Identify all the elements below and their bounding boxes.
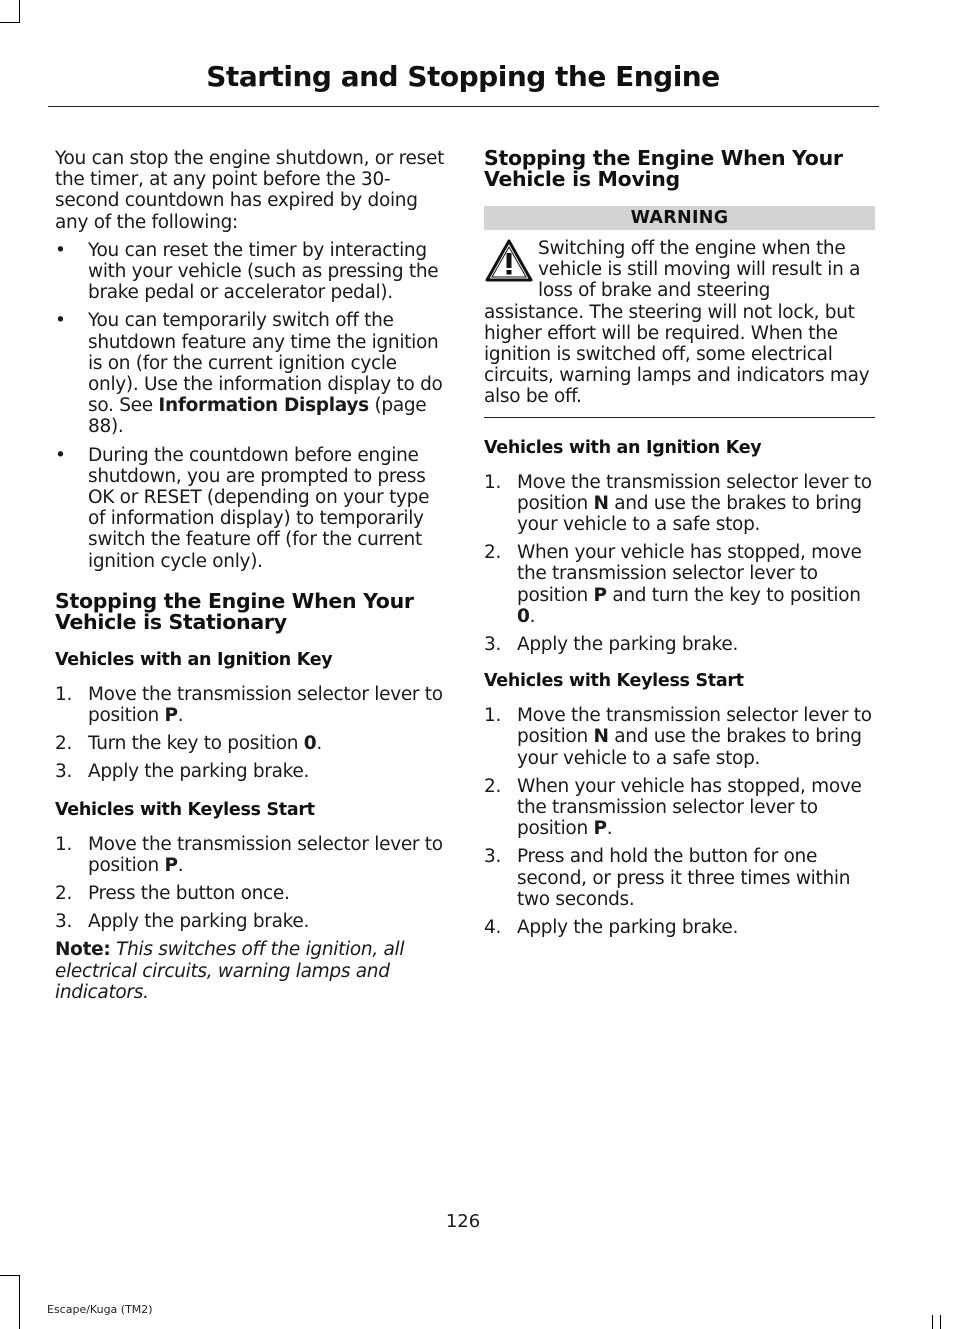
step-text: Press and hold the button for one second, or press it three times within two seconds. bbox=[517, 846, 851, 910]
position-label: P bbox=[164, 854, 178, 876]
bullet-text: You can temporarily switch off the shutdown feature any time the ignition is on (for the current ignition cycle only). Use the information display to do so. See bbox=[88, 310, 443, 417]
warning-triangle-icon bbox=[484, 238, 534, 284]
warning-banner: WARNING bbox=[484, 206, 875, 230]
crop-mark-bottom-left-v bbox=[19, 1275, 20, 1329]
step-text-end: . bbox=[177, 854, 184, 876]
bullet-text: You can reset the timer by interacting with your vehicle (such as pressing the brake pedal or accelerator pedal). bbox=[88, 239, 439, 304]
step-number: 2. bbox=[484, 542, 502, 564]
step-text: Apply the parking brake. bbox=[517, 634, 739, 656]
step-text: When your vehicle has stopped, move the transmission selector lever to position bbox=[517, 775, 862, 840]
step-text: Press the button once. bbox=[88, 883, 290, 905]
step-number: 3. bbox=[484, 634, 502, 656]
keyless-steps bbox=[55, 834, 447, 933]
warning-rule bbox=[484, 417, 875, 418]
moving-heading: Stopping the Engine When Your Vehicle is Moving bbox=[484, 146, 843, 191]
keyless-steps bbox=[484, 705, 875, 938]
crop-mark-bottom-right-1 bbox=[932, 1315, 933, 1329]
step-number: 1. bbox=[484, 705, 502, 727]
ignition-key-heading: Vehicles with an Ignition Key bbox=[55, 649, 333, 670]
title-rule bbox=[48, 106, 879, 107]
step-number: 2. bbox=[55, 883, 73, 905]
position-label: 0 bbox=[303, 733, 317, 755]
intro-paragraph: You can stop the engine shutdown, or reset the timer, at any point before the 30-second countdown has expired by doing any of the following: bbox=[55, 148, 445, 233]
step-text-end: . bbox=[316, 733, 322, 755]
step-text-end: and use the brakes to bring your vehicle to a safe stop. bbox=[517, 726, 862, 769]
step-item bbox=[484, 917, 875, 938]
step-text-end: . bbox=[529, 605, 536, 627]
position-label: P bbox=[164, 705, 178, 727]
crop-mark-top-left-v bbox=[19, 0, 20, 22]
keyless-start-heading: Vehicles with Keyless Start bbox=[55, 799, 315, 820]
bullet-item bbox=[55, 445, 447, 572]
warning-text: Switching off the engine when the vehicle is still moving will result in a loss of brake and steering assistance. The steering will not lock, but higher effort will be required. When the ignition is switched off, some electrical circuits, warning lamps and indicators may also be off. bbox=[484, 238, 870, 408]
bullet-mark: • bbox=[55, 239, 66, 261]
page-number: 126 bbox=[445, 1211, 481, 1232]
note-text: This switches off the ignition, all electrical circuits, warning lamps and indicators. bbox=[55, 939, 405, 1003]
page-reference: (page 88). bbox=[88, 395, 427, 438]
step-text-mid: and turn the key to position bbox=[606, 584, 861, 606]
key-position-label: 0 bbox=[517, 605, 530, 627]
step-text: Turn the key to position bbox=[88, 733, 304, 755]
step-item bbox=[484, 846, 875, 910]
position-label: P bbox=[593, 584, 607, 606]
step-item bbox=[55, 684, 447, 726]
step-text: Apply the parking brake. bbox=[517, 917, 739, 939]
information-displays-link[interactable]: Information Displays bbox=[158, 395, 369, 417]
step-text: Apply the parking brake. bbox=[88, 911, 310, 933]
crop-mark-bottom-left-h bbox=[0, 1275, 20, 1276]
left-column bbox=[55, 148, 447, 1010]
step-item bbox=[55, 733, 447, 754]
step-item bbox=[55, 883, 447, 904]
stationary-heading: Stopping the Engine When Your Vehicle is Stationary bbox=[55, 588, 414, 634]
step-item bbox=[55, 834, 447, 876]
step-number: 1. bbox=[484, 471, 502, 493]
step-text-end: . bbox=[177, 705, 184, 727]
step-text: Move the transmission selector lever to position bbox=[88, 833, 443, 876]
warning-box bbox=[484, 238, 875, 408]
position-label: N bbox=[593, 492, 609, 514]
step-text: Move the transmission selector lever to position bbox=[88, 683, 443, 727]
ignition-steps bbox=[484, 472, 875, 656]
ignition-key-heading: Vehicles with an Ignition Key bbox=[484, 437, 762, 458]
step-text: Move the transmission selector lever to position bbox=[517, 471, 872, 514]
step-number: 2. bbox=[55, 733, 73, 755]
position-label: N bbox=[593, 726, 609, 748]
step-item bbox=[55, 911, 447, 932]
step-number: 1. bbox=[55, 833, 73, 855]
step-number: 3. bbox=[55, 761, 73, 783]
crop-mark-bottom-right-2 bbox=[940, 1315, 941, 1329]
note-label: Note: bbox=[55, 939, 111, 961]
step-number: 3. bbox=[484, 846, 502, 868]
bullet-item bbox=[55, 310, 447, 437]
right-column bbox=[484, 148, 875, 945]
step-text-end: and use the brakes to bring your vehicle to a safe stop. bbox=[517, 492, 862, 536]
bullet-list bbox=[55, 240, 447, 572]
footer-model-label: Escape/Kuga (TM2) bbox=[47, 1303, 153, 1316]
step-text: Apply the parking brake. bbox=[88, 761, 310, 783]
bullet-text: During the countdown before engine shutdown, you are prompted to press OK or RESET (depending on your type of information display) to temporarily switch the feature off (for the current ignition cycle only). bbox=[88, 444, 430, 572]
bullet-mark: • bbox=[55, 444, 66, 466]
step-text-end: . bbox=[606, 818, 613, 840]
bullet-mark: • bbox=[55, 310, 66, 332]
step-number: 3. bbox=[55, 911, 73, 933]
step-number: 2. bbox=[484, 775, 502, 797]
step-item bbox=[484, 705, 875, 769]
note-paragraph bbox=[55, 939, 447, 1003]
page-title: Starting and Stopping the Engine bbox=[206, 60, 720, 93]
step-item bbox=[55, 761, 447, 782]
step-item bbox=[484, 542, 875, 627]
bullet-item bbox=[55, 240, 447, 304]
step-text: When your vehicle has stopped, move the transmission selector lever to position bbox=[517, 542, 862, 606]
keyless-start-heading: Vehicles with Keyless Start bbox=[484, 671, 744, 692]
step-text: Move the transmission selector lever to position bbox=[517, 705, 872, 748]
ignition-steps bbox=[55, 684, 447, 783]
crop-mark-top-left-h bbox=[0, 22, 20, 23]
step-item bbox=[484, 634, 875, 655]
step-number: 1. bbox=[55, 683, 73, 705]
step-number: 4. bbox=[484, 917, 502, 939]
position-label: P bbox=[593, 818, 607, 840]
step-item bbox=[484, 776, 875, 840]
step-item bbox=[484, 472, 875, 536]
